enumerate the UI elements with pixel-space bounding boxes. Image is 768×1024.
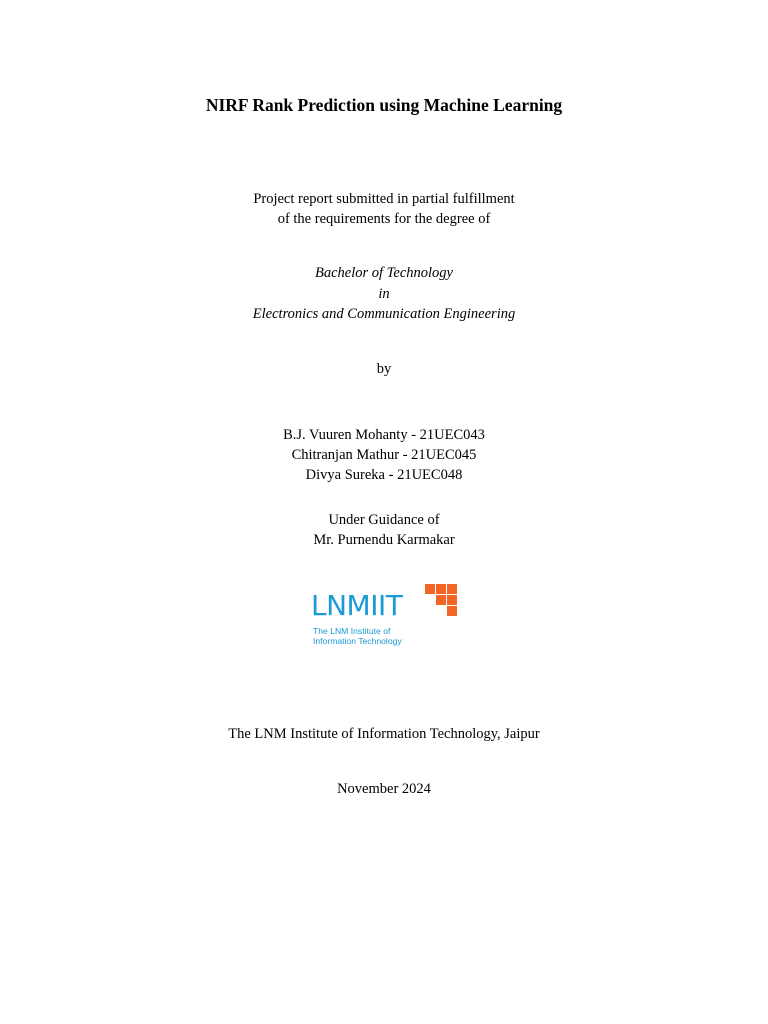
author-2: Chitranjan Mathur - 21UEC045 xyxy=(291,447,477,463)
logo-wordmark: LNMIIT xyxy=(311,589,403,622)
by-label: by xyxy=(376,361,392,377)
institute-name: The LNM Institute of Information Technology, Jaipur xyxy=(228,726,540,742)
report-title: NIRF Rank Prediction using Machine Learning xyxy=(205,95,563,115)
submission-line-2: of the requirements for the degree of xyxy=(277,211,491,227)
logo-tagline-1: The LNM Institute of xyxy=(313,626,391,636)
logo-tagline-2: Information Technology xyxy=(313,636,402,646)
guide-name: Mr. Purnendu Karmakar xyxy=(313,532,455,548)
submission-line-1: Project report submitted in partial fulfillment xyxy=(253,191,515,207)
author-1: B.J. Vuuren Mohanty - 21UEC043 xyxy=(283,427,485,443)
guidance-label: Under Guidance of xyxy=(328,512,440,528)
author-3: Divya Sureka - 21UEC048 xyxy=(305,467,463,483)
degree-branch: Electronics and Communication Engineering xyxy=(252,306,516,322)
degree-name: Bachelor of Technology xyxy=(315,265,453,281)
degree-connector: in xyxy=(378,286,390,302)
lnmiit-logo xyxy=(311,582,461,648)
report-date: November 2024 xyxy=(337,781,431,797)
